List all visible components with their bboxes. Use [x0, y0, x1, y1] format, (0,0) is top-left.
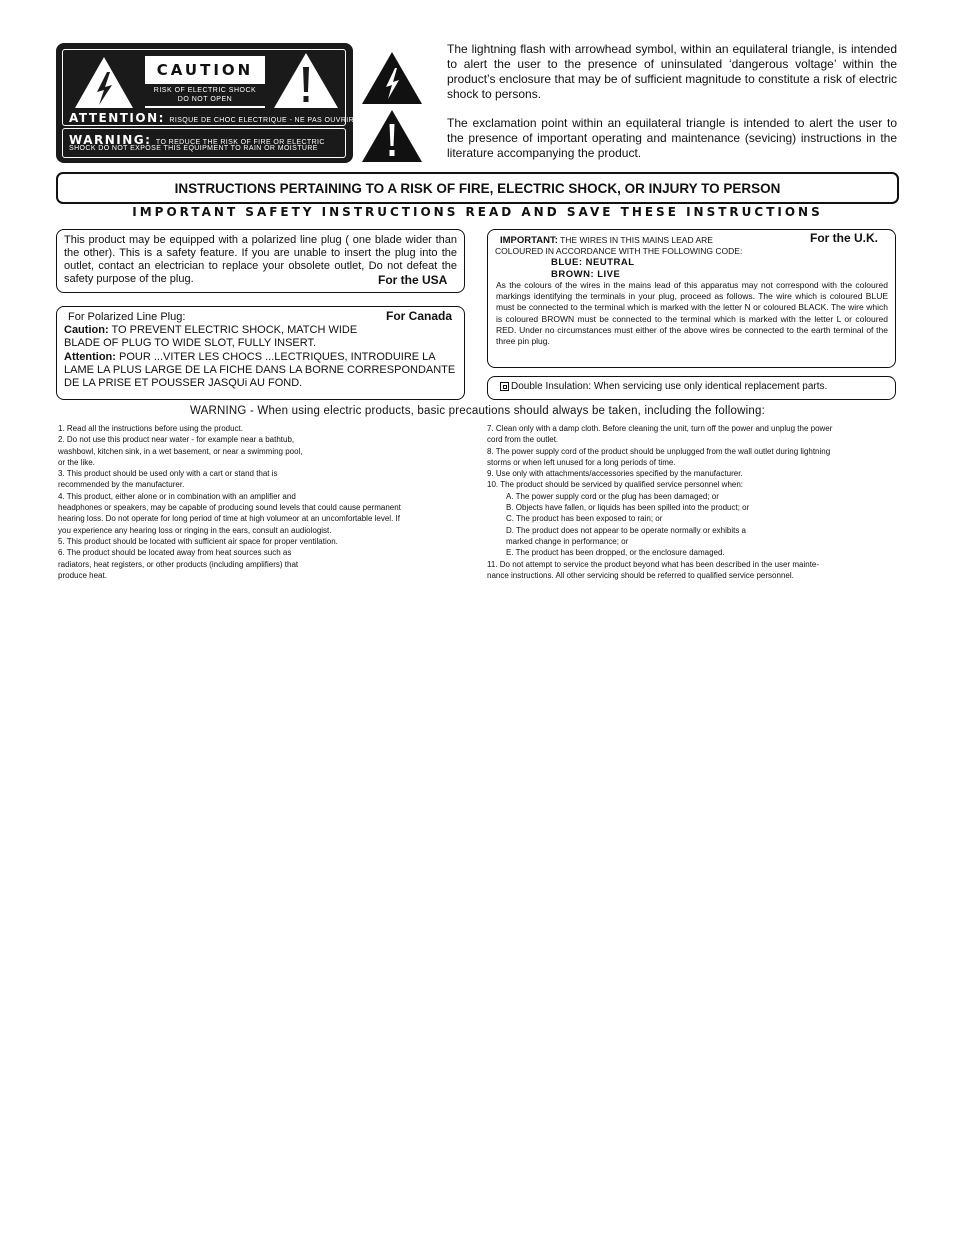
attention-row	[69, 109, 354, 127]
list-item: 2. Do not use this product near water - for example near a bathtub,	[58, 435, 295, 445]
list-item: hearing loss. Do not operate for long period of time at high volumeor at an uncomfortable level. If	[58, 514, 400, 524]
list-item: radiators, heat registers, or other products (including amplifiers) that	[58, 559, 299, 569]
list-item: 3. This product should be used only with a cart or stand that is	[58, 469, 278, 479]
list-item: 1. Read all the instructions before using the product.	[58, 424, 243, 433]
uk-important	[495, 235, 743, 257]
usa-text: This product may be equipped with a polarized line plug ( one blade wider than the other). This is a safety feature. If you are unable to insert the plug into the outlet, contact an electrician to replace your obsolete outlet, Do not defeat the safety purpose of the plug.	[64, 234, 457, 285]
canada-intro: For Polarized Line Plug:	[68, 311, 186, 323]
list-item: C. The product has been exposed to rain; or	[506, 514, 663, 524]
page-subtitle: IMPORTANT SAFETY INSTRUCTIONS READ AND SAVE THESE INSTRUCTIONS	[132, 205, 823, 219]
caution-box	[145, 56, 265, 108]
double-insulation-text: Double Insulation: When servicing use only identical replacement parts.	[511, 381, 828, 392]
canada-attention	[64, 351, 459, 391]
list-item: 4. This product, either alone or in combination with an amplifier and	[58, 491, 296, 501]
caution-label-text: Caution:	[64, 324, 109, 337]
list-item: or the like.	[58, 457, 95, 467]
instructions-list-right	[487, 423, 899, 581]
list-item: cord from the outlet.	[487, 435, 559, 445]
caution-small-text	[145, 84, 265, 106]
list-item: 9. Use only with attachments/accessories specified by the manufacturer.	[487, 469, 743, 479]
list-item: 6. The product should be located away from heat sources such as	[58, 548, 292, 558]
list-item: storms or when left unused for a long periods of time.	[487, 457, 676, 467]
list-item: 10. The product should be serviced by qualified service personnel when:	[487, 480, 744, 490]
attention-text: POUR ...VITER LES CHOCS ...LECTRIQUES, INTRODUIRE LA LAME LA PLUS LARGE DE LA FICHE DANS LA BORNE CORRESPONDANTE DE LA PRISE ET POUSSER JASQUi AU FOND.	[64, 350, 456, 390]
list-item: 8. The power supply cord of the product should be unplugged from the wall outlet during lightning	[487, 446, 831, 456]
canada-text	[64, 311, 459, 390]
lightning-triangle-icon	[362, 52, 422, 104]
list-item: D. The product does not appear to be operate normally or exhibits a	[506, 525, 746, 535]
usa-label: For the USA	[378, 273, 448, 287]
exclamation-triangle-icon	[273, 52, 339, 109]
page-title: INSTRUCTIONS PERTAINING TO A RISK OF FIRE, ELECTRIC SHOCK, OR INJURY TO PERSON	[174, 180, 781, 196]
list-item: recommended by the manufacturer.	[58, 480, 185, 490]
instructions-list-left	[58, 423, 468, 581]
lightning-description: The lightning flash with arrowhead symbol, within an equilateral triangle, is intended to alert the user to the presence of uninsulated ‘dangerous voltage’ within the product’s enclosure that may be of sufficient magnitude to constitute a risk of electric shock to persons.	[447, 42, 897, 101]
list-item: A. The power supply cord or the plug has been damaged; or	[506, 491, 719, 501]
exclamation-description: The exclamation point within an equilateral triangle is intended to alert the user to the presence of important operating and maintenance (sevicing) instructions in the literature accompanying the product.	[447, 116, 897, 160]
double-insulation-row	[500, 381, 827, 392]
wire-code-blue: BLUE: NEUTRAL	[551, 257, 635, 268]
double-square-icon	[500, 382, 509, 391]
general-warning: WARNING - When using electric products, basic precautions should always be taken, including the following:	[190, 405, 765, 417]
list-item: marked change in performance; or	[506, 536, 629, 546]
list-item: 5. This product should be located with sufficient air space for proper ventilation.	[58, 536, 338, 546]
list-item: 11. Do not attempt to service the product beyond what has been described in the user mainte-	[487, 559, 820, 569]
list-item: B. Objects have fallen, or liquids has been spilled into the product; or	[506, 503, 750, 513]
attention-text: RISQUE DE CHOC ELECTRIQUE - NE PAS OUVRIR	[169, 117, 355, 124]
important-text: COLOURED IN ACCORDANCE WITH THE FOLLOWING CODE:	[495, 246, 743, 256]
important-label: IMPORTANT:	[500, 235, 558, 246]
list-item: you experience any hearing loss or ringing in the ears, consult an audiologist.	[58, 525, 332, 535]
important-text: THE WIRES IN THIS MAINS LEAD ARE	[560, 235, 713, 245]
caution-word: CAUTION	[156, 61, 254, 79]
list-item: washbowl, kitchen sink, in a wet basement, or near a swimming pool,	[58, 446, 303, 456]
title-box	[56, 172, 899, 204]
attention-word: ATTENTION:	[69, 111, 165, 125]
attention-label-text: Attention:	[64, 350, 116, 363]
list-item: nance instructions. All other servicing should be referred to qualified service personnel.	[487, 570, 794, 580]
list-item: produce heat.	[58, 570, 107, 580]
list-item: 7. Clean only with a damp cloth. Before cleaning the unit, turn off the power and unplug the power	[487, 424, 833, 433]
uk-body: As the colours of the wires in the mains lead of this apparatus may not correspond with the coloured markings identifying the terminals in your plug, proceed as follows. The wire which is coloured BLUE must be connected to the terminal which is marked with the letter N or coloured BLACK. The wire which is coloured BROWN must be connected to the terminal which is marked with the letter L or coloured RED. Under no circumstances must either of the above wires be connected to the earth terminal of the three pin plug.	[496, 280, 888, 347]
caution-small-line: RISK OF ELECTRIC SHOCK	[153, 87, 257, 94]
list-item: E. The product has been dropped, or the enclosure damaged.	[506, 548, 725, 558]
exclamation-triangle-icon	[362, 110, 422, 162]
warning-text-line2: SHOCK DO NOT EXPOSE THIS EQUIPMENT TO RAIN OR MOISTURE	[69, 145, 318, 152]
uk-wire-codes	[551, 257, 635, 280]
canada-caution	[64, 324, 384, 350]
lightning-triangle-icon	[74, 56, 134, 109]
canada-label: For Canada	[386, 309, 453, 323]
list-item: headphones or speakers, may be capable of producing sound levels that could cause permanent	[58, 503, 401, 513]
warning-text: TO REDUCE THE RISK OF FIRE OR ELECTRIC	[155, 139, 325, 146]
caution-text: TO PREVENT ELECTRIC SHOCK, MATCH WIDE BLADE OF PLUG TO WIDE SLOT, FULLY INSERT.	[64, 324, 358, 350]
uk-label: For the U.K.	[810, 231, 878, 245]
warning-word: WARNING:	[69, 133, 152, 147]
caution-small-line: DO NOT OPEN	[177, 96, 233, 103]
wire-code-brown: BROWN: LIVE	[551, 268, 621, 280]
